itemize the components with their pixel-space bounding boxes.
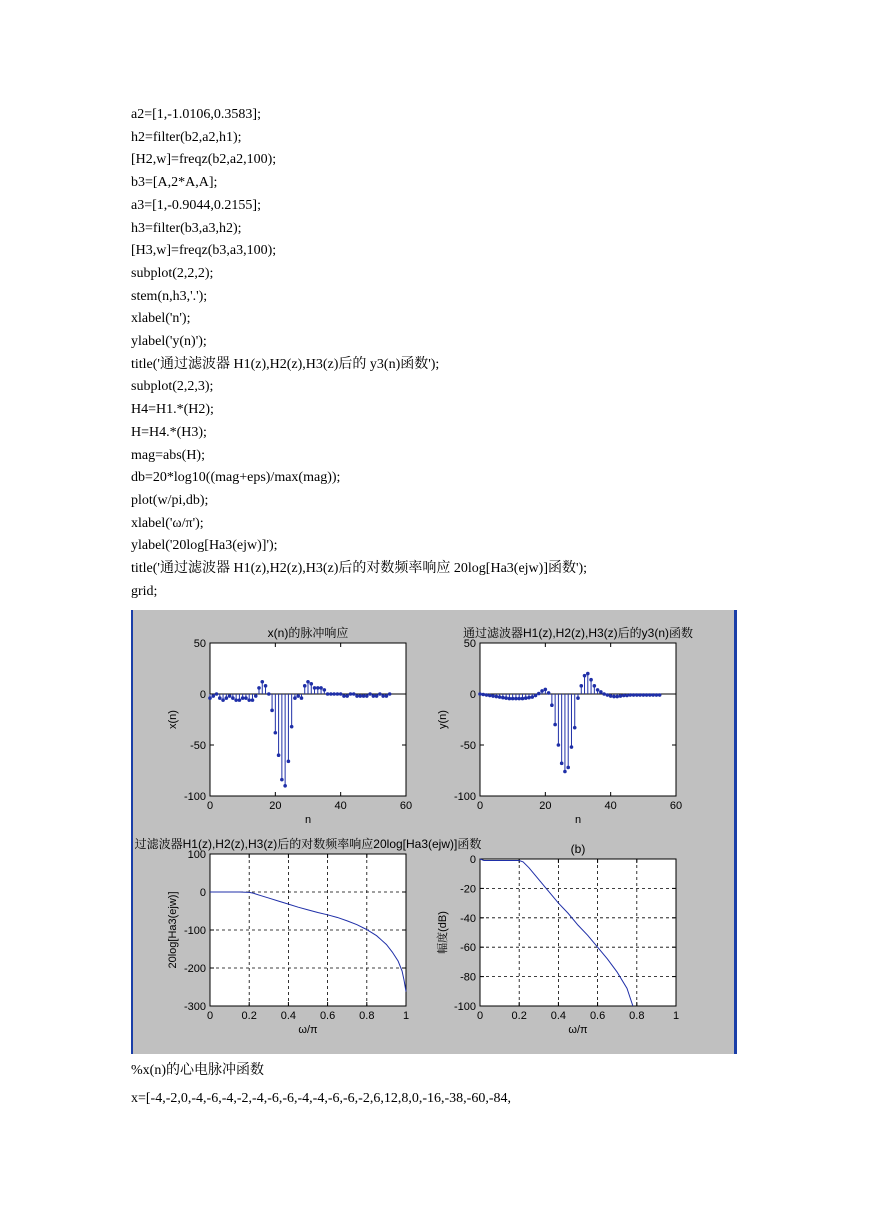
chart4-xtick-label: 1	[672, 1010, 680, 1022]
chart2-stem-point	[524, 696, 528, 700]
code-line-14: H4=H1.*(H2);	[131, 402, 214, 418]
chart1-stem-point	[381, 694, 385, 698]
chart3-ytick-label: 0	[199, 887, 206, 899]
code-line-16: mag=abs(H);	[131, 447, 205, 463]
chart2-stem-point	[625, 694, 629, 698]
chart2-stem-point	[485, 693, 489, 697]
code-line-1: a2=[1,-1.0106,0.3583];	[131, 107, 261, 122]
chart2-stem-point	[481, 693, 485, 697]
chart2-stem-point	[495, 695, 499, 699]
trailing-text	[131, 1057, 511, 1113]
chart1-stem-point	[345, 694, 349, 698]
chart3-xtick-label: 0	[206, 1010, 214, 1022]
chart1-stem-point	[319, 686, 323, 690]
chart2-stem-point	[521, 697, 525, 701]
chart2-stem-point	[583, 674, 587, 678]
code-line-22: grid;	[131, 583, 158, 599]
chart2-stem-point	[498, 695, 502, 699]
chart2-stem-point	[563, 770, 567, 774]
chart3-ytick-label: -200	[183, 963, 206, 975]
chart2-stem-point	[517, 697, 521, 701]
chart2-stem-point	[606, 693, 610, 697]
chart4-xlabel: ω/π	[568, 1024, 588, 1036]
chart2-stem-point	[599, 690, 603, 694]
chart4-ylabel: 幅度(dB)	[437, 911, 449, 954]
code-line-15: H=H4.*(H3);	[131, 424, 207, 440]
chart1-stem-point	[300, 696, 304, 700]
chart3-xtick-label: 0.2	[241, 1010, 257, 1022]
chart1-ytick-label: -50	[190, 740, 206, 752]
chart1-stem-point	[332, 692, 336, 696]
chart1-stem-point	[306, 680, 310, 684]
chart2-ytick-label: 0	[469, 689, 476, 701]
code-line-11: ylabel('y(n)');	[131, 334, 207, 350]
chart2-stem-point	[609, 694, 613, 698]
chart1-stem-point	[362, 694, 366, 698]
chart2-stem-point	[619, 694, 623, 698]
chart4-xtick-label: 0.6	[589, 1010, 606, 1022]
chart2-stem-point	[488, 694, 492, 698]
chart4-ytick-label: -60	[460, 942, 476, 955]
chart2-stem-point	[550, 703, 554, 707]
code-line-7: [H3,w]=freqz(b3,a3,100);	[131, 243, 277, 259]
chart1-stem-point	[254, 694, 258, 698]
chart3-xtick-label: 0.8	[359, 1010, 375, 1022]
chart1-stem-point	[287, 760, 291, 764]
chart1-stem-point	[372, 694, 376, 698]
chart2-stem-point	[491, 694, 495, 698]
chart2-stem-point	[642, 693, 646, 697]
chart1-xtick-label: 20	[269, 800, 282, 812]
chart2-stem-point	[645, 693, 649, 697]
chart4-xtick-label: 0	[476, 1010, 484, 1022]
chart1-stem-point	[342, 694, 346, 698]
chart1-stem-point	[309, 682, 313, 686]
chart2-xlabel: n	[574, 814, 582, 826]
chart1-xtick-label: 60	[399, 800, 413, 812]
chart2-stem-point	[593, 684, 597, 688]
chart2-stem-point	[501, 696, 505, 700]
chart1-stem-point	[225, 696, 229, 700]
code-line-3: [H2,w]=freqz(b2,a2,100);	[131, 152, 277, 168]
chart2-stem-point	[544, 688, 548, 692]
chart2-title: 通过滤波器H1(z),H2(z),H3(z)后的y3(n)函数	[462, 626, 694, 640]
chart2-stem-point	[530, 695, 534, 699]
chart3-title: 过滤波器H1(z),H2(z),H3(z)后的对数频率响应20log[Ha3(ejw)]函数	[134, 837, 482, 851]
chart2-stem-point	[628, 693, 632, 697]
chart2-ytick-label: 50	[463, 638, 476, 650]
chart1-ytick-label: 0	[199, 689, 206, 701]
chart2-ytick-label: -50	[460, 740, 476, 752]
code-line-20: ylabel('20log[Ha3(ejw)]');	[131, 538, 278, 554]
chart1-stem-point	[339, 692, 343, 696]
chart2-stem-point	[602, 692, 606, 696]
chart2-stem-point	[560, 762, 564, 766]
chart1-stem-point	[293, 696, 297, 700]
chart2-stem-point	[615, 695, 619, 699]
chart1-plot-area	[210, 643, 406, 796]
chart1-stem-point	[280, 778, 284, 782]
chart2-stem-point	[573, 726, 577, 730]
chart2-stem-point	[612, 695, 616, 699]
chart3-ylabel: 20log[Ha3(ejw)]	[167, 891, 179, 969]
chart1-stem-point	[257, 686, 261, 690]
chart4-ytick-label: -100	[453, 1001, 476, 1013]
code-line-10: xlabel('n');	[131, 311, 191, 327]
chart2-stem-point	[655, 693, 659, 697]
chart3-xlabel: ω/π	[298, 1024, 318, 1036]
chart4-xtick-label: 0.8	[629, 1010, 645, 1022]
figure-canvas	[131, 610, 737, 1054]
chart1-stem-point	[316, 686, 320, 690]
chart4-xtick-label: 0.2	[511, 1010, 527, 1022]
chart1-stem-point	[274, 731, 278, 735]
chart2-stem-point	[504, 696, 508, 700]
chart1-stem-point	[270, 709, 274, 713]
chart2-stem-point	[658, 693, 662, 697]
chart2-stem-point	[579, 684, 583, 688]
code-line-8: subplot(2,2,2);	[131, 265, 214, 281]
chart1-stem-point	[296, 694, 300, 698]
chart1-stem-point	[303, 684, 307, 688]
chart1-stem-point	[231, 696, 235, 700]
chart1-stem-point	[313, 686, 317, 690]
chart1-stem-point	[234, 698, 238, 702]
chart1-stem-point	[267, 692, 271, 696]
chart1-stem-point	[378, 692, 382, 696]
chart3-ytick-label: -100	[183, 925, 206, 937]
chart1-ytick-label: -100	[183, 791, 206, 803]
chart1-xtick-label: 40	[334, 800, 347, 812]
code-line-4: b3=[A,2*A,A];	[131, 175, 218, 191]
chart3-ytick-label: 100	[187, 849, 206, 861]
chart4-ytick-label: -40	[460, 912, 476, 925]
chart4-ytick-label: 0	[469, 854, 476, 866]
chart1-stem-point	[247, 698, 251, 702]
chart2-stem-point	[638, 693, 642, 697]
chart2-stem-point	[508, 697, 512, 701]
chart1-stem-point	[349, 692, 353, 696]
chart2-stem-point	[586, 672, 590, 676]
chart2-stem-point	[527, 696, 531, 700]
chart3-xtick-label: 0.4	[280, 1010, 297, 1022]
code-line-5: a3=[1,-0.9044,0.2155];	[131, 197, 261, 213]
chart1-ylabel: x(n)	[167, 710, 179, 729]
chart2-stem-point	[596, 688, 600, 692]
chart2-stem-point	[589, 678, 593, 682]
chart2-stem-point	[537, 692, 541, 696]
chart1-stem-point	[323, 688, 327, 692]
code-line-17: db=20*log10((mag+eps)/max(mag));	[131, 470, 341, 486]
code-line-9: stem(n,h3,'.');	[131, 288, 208, 304]
chart1-xtick-label: 0	[206, 800, 214, 812]
chart1-stem-point	[329, 692, 333, 696]
code-line-19: xlabel('ω/π');	[131, 515, 204, 531]
chart2-stem-point	[632, 693, 636, 697]
chart2-stem-point	[534, 694, 538, 698]
chart1-stem-point	[241, 696, 245, 700]
chart4-xtick-label: 0.4	[550, 1010, 567, 1022]
chart1-stem-point	[355, 694, 359, 698]
chart1-stem-point	[244, 696, 248, 700]
chart1-ytick-label: 50	[193, 638, 206, 650]
chart3-ytick-label: -300	[183, 1001, 206, 1013]
chart4-title: (b)	[570, 842, 586, 856]
chart1-stem-point	[260, 680, 264, 684]
chart2-plot-area	[480, 643, 676, 796]
chart1-stem-point	[385, 694, 389, 698]
chart3-xtick-label: 1	[402, 1010, 410, 1022]
chart1-stem-point	[208, 696, 212, 700]
code-line-6: h3=filter(b3,a3,h2);	[131, 220, 242, 236]
chart2-stem-point	[514, 697, 518, 701]
chart1-stem-point	[365, 694, 369, 698]
chart2-stem-point	[622, 694, 626, 698]
chart3-xtick-label: 0.6	[319, 1010, 336, 1022]
text-line-1: %x(n)的心电脉冲函数	[131, 1063, 264, 1078]
chart1-stem-point	[238, 698, 242, 702]
chart1-stem-point	[358, 694, 362, 698]
chart1-stem-point	[251, 698, 255, 702]
code-line-13: subplot(2,2,3);	[131, 379, 214, 395]
chart1-stem-point	[283, 784, 287, 788]
chart2-xtick-label: 60	[669, 800, 683, 812]
chart1-stem-point	[336, 692, 340, 696]
code-line-18: plot(w/pi,db);	[131, 492, 209, 508]
chart1-stem-point	[264, 684, 268, 688]
chart1-stem-point	[228, 694, 232, 698]
chart1-stem-point	[388, 692, 392, 696]
chart2-stem-point	[557, 743, 561, 747]
chart2-stem-point	[478, 692, 482, 696]
chart2-xtick-label: 40	[604, 800, 617, 812]
code-line-2: h2=filter(b2,a2,h1);	[131, 129, 242, 145]
chart4-plot-area	[480, 859, 676, 1006]
chart4-ytick-label: -80	[460, 971, 476, 984]
code-line-12: title('通过滤波器 H1(z),H2(z),H3(z)后的 y3(n)函数');	[131, 356, 440, 372]
chart1-stem-point	[218, 696, 222, 700]
chart1-stem-point	[375, 694, 379, 698]
chart1-xlabel: n	[304, 814, 312, 826]
chart2-xtick-label: 20	[539, 800, 552, 812]
code-listing	[131, 104, 587, 603]
chart1-stem-point	[221, 698, 225, 702]
chart1-stem-point	[352, 692, 356, 696]
chart2-stem-point	[651, 693, 655, 697]
chart2-ytick-label: -100	[453, 791, 476, 803]
chart4-ytick-label: -20	[460, 883, 476, 896]
code-line-21: title('通过滤波器 H1(z),H2(z),H3(z)后的对数频率响应 20log[Ha3(ejw)]函数');	[131, 561, 588, 577]
chart1-stem-point	[277, 753, 281, 757]
chart2-stem-point	[511, 697, 515, 701]
chart1-stem-point	[326, 692, 330, 696]
chart2-stem-point	[547, 691, 551, 695]
chart1-stem-point	[290, 725, 294, 729]
chart2-stem-point	[540, 689, 544, 693]
chart2-ylabel: y(n)	[437, 710, 449, 729]
chart2-stem-point	[566, 766, 570, 770]
chart2-xtick-label: 0	[476, 800, 484, 812]
chart2-stem-point	[576, 696, 580, 700]
chart2-stem-point	[570, 745, 574, 749]
chart1-stem-point	[368, 692, 372, 696]
chart1-stem-point	[215, 692, 219, 696]
chart1-title: x(n)的脉冲响应	[267, 626, 349, 640]
chart2-stem-point	[553, 723, 557, 727]
chart2-stem-point	[648, 693, 652, 697]
chart2-stem-point	[635, 693, 639, 697]
chart1-stem-point	[211, 694, 215, 698]
text-line-2: x=[-4,-2,0,-4,-6,-4,-2,-4,-6,-6,-4,-4,-6,-6,-2,6,12,8,0,-16,-38,-60,-84,	[131, 1091, 511, 1106]
matlab-figure	[131, 610, 737, 1054]
